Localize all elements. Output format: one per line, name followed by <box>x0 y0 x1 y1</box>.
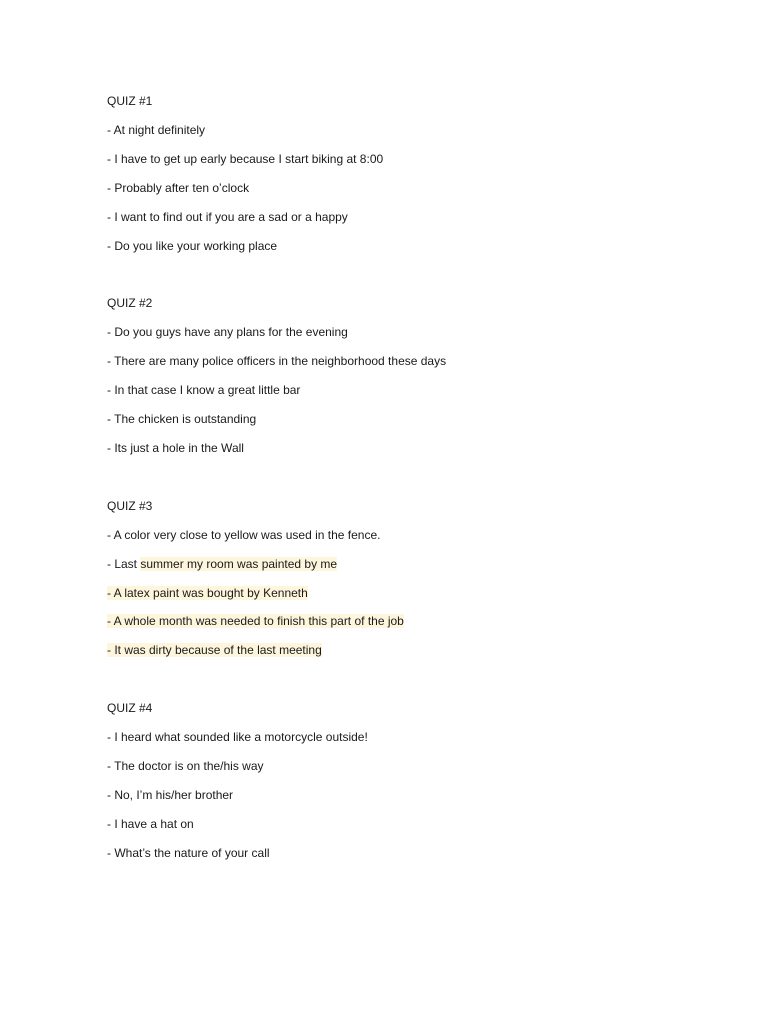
quiz-4-line-2: - The doctor is on the/his way <box>107 759 264 773</box>
quiz-3-heading: QUIZ #3 <box>107 499 153 513</box>
quiz-2-line-5: - Its just a hole in the Wall <box>107 441 244 455</box>
quiz-3-line-1: - A color very close to yellow was used in the fence. <box>107 528 381 542</box>
quiz-3-line-4-highlight: - A whole month was needed to finish this part of the job <box>107 614 404 628</box>
quiz-3-line-2-prefix: - Last <box>107 557 141 571</box>
quiz-4-line-3: - No, I’m his/her brother <box>107 788 234 802</box>
quiz-3-line-4 <box>107 607 667 636</box>
quiz-1-line-4: - I want to find out if you are a sad or a happy <box>107 210 348 224</box>
quiz-1-line-1: - At night definitely <box>107 123 206 137</box>
quiz-3-line-3 <box>107 579 667 607</box>
quiz-1-line-3: - Probably after ten o’clock <box>107 181 250 195</box>
quiz-1-heading: QUIZ #1 <box>107 94 153 108</box>
quiz-3-line-3-highlight: - A latex paint was bought by Kenneth <box>107 586 308 600</box>
quiz-1-line-5: - Do you like your working place <box>107 239 278 253</box>
quiz-3-line-5 <box>107 636 667 665</box>
quiz-1-line-2: - I have to get up early because I start biking at 8:00 <box>107 152 384 166</box>
quiz-1-section <box>107 87 667 261</box>
quiz-2-line-4: - The chicken is outstanding <box>107 412 257 426</box>
quiz-4-heading: QUIZ #4 <box>107 701 153 715</box>
quiz-2-line-1: - Do you guys have any plans for the evening <box>107 325 348 339</box>
quiz-2-heading: QUIZ #2 <box>107 296 153 310</box>
quiz-2-line-2: - There are many police officers in the neighborhood these days <box>107 354 447 368</box>
quiz-4-section <box>107 694 667 868</box>
quiz-3-line-5-highlight: - It was dirty because of the last meeting <box>107 643 322 657</box>
quiz-4-line-1: - I heard what sounded like a motorcycle outside! <box>107 730 368 744</box>
quiz-3-line-2-highlight: summer my room was painted by me <box>140 557 338 571</box>
quiz-3-section <box>107 492 667 665</box>
quiz-4-line-4: - I have a hat on <box>107 817 194 831</box>
quiz-3-line-2 <box>107 550 667 579</box>
quiz-2-line-3: - In that case I know a great little bar <box>107 383 301 397</box>
quiz-4-line-5: - What’s the nature of your call <box>107 846 270 860</box>
quiz-2-section <box>107 289 667 463</box>
